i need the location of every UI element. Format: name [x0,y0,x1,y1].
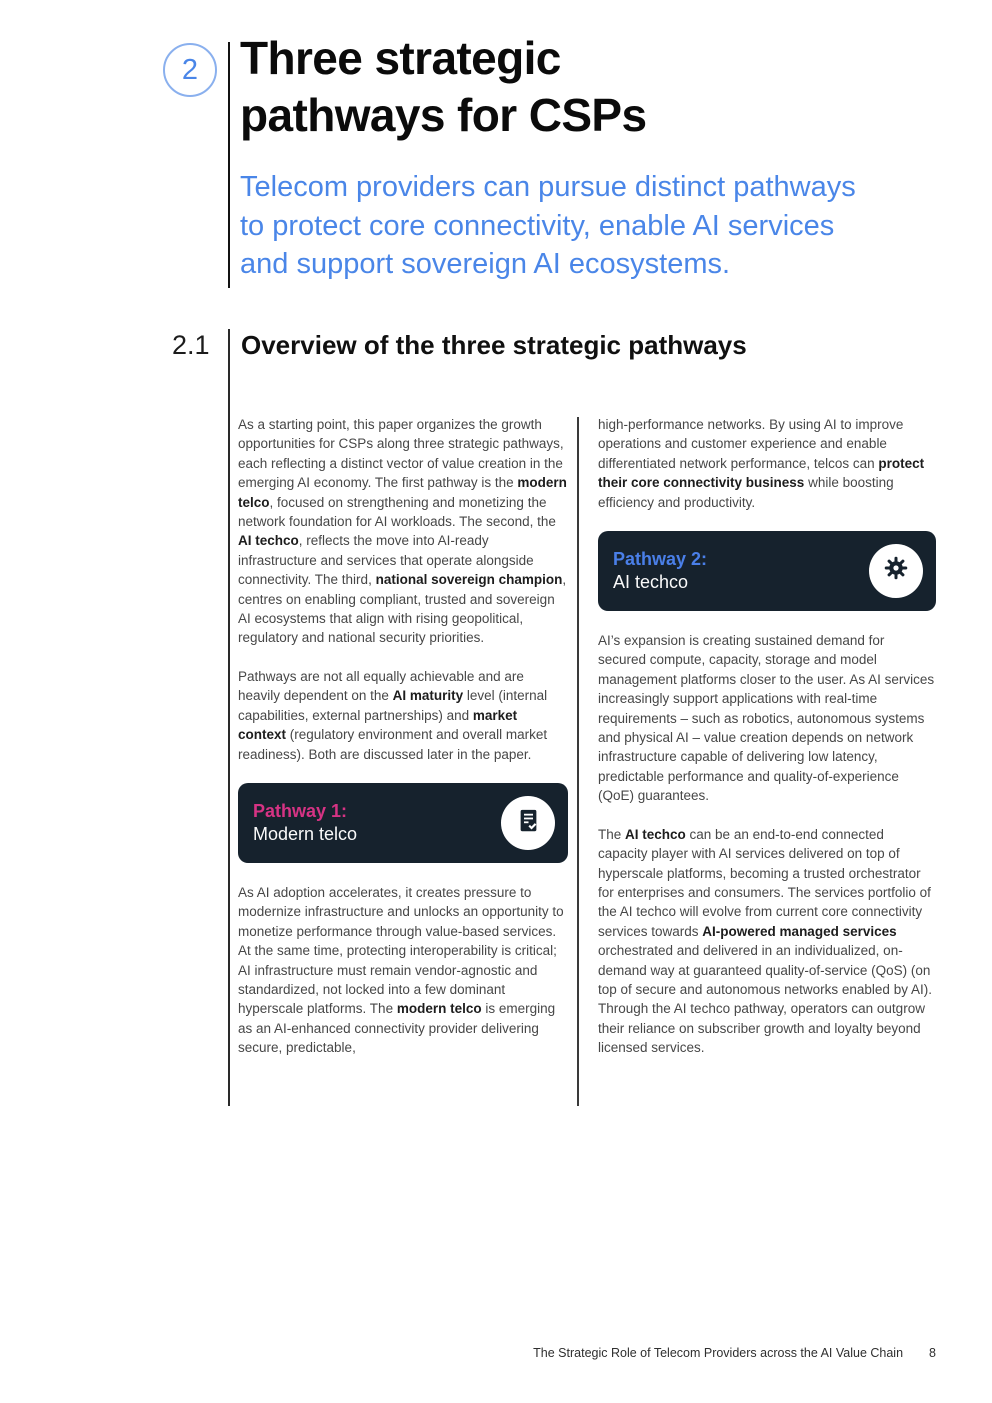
pathway-1-icon-circle [501,796,555,850]
right-paragraph-2: AI’s expansion is creating sustained demand for secured compute, capacity, storage and model management platforms closer to the user. As AI services increasingly support applications with real-time requirements – such as robotics, autonomous systems and physical AI – value creation depends on network infrastructure capable of delivering low latency, predictable performance and quality-of-experience (QoE) guarantees. [598,633,935,804]
document-check-icon [515,807,542,839]
pathway-2-label: Pathway 2: [613,549,708,570]
title-divider-rule [228,42,230,288]
left-paragraph-2: Pathways are not all equally achievable and are heavily dependent on the AI maturity level (internal capabilities, external partnerships) and market context (regulatory environment and overall market readiness). Both are discussed later in the paper. [238,668,548,762]
left-paragraph-1: As a starting point, this paper organizes the growth opportunities for CSPs along three strategic pathways, each reflecting a distinct vector of value creation in the emerging AI economy. The first pathway is the modern telco, focused on strengthening and monetizing the network foundation for AI workloads. The second, the AI techco, reflects the move into AI-ready infrastructure and services that operate alongside connectivity. The third, national sovereign champion, centres on enabling compliant, trusted and sovereign AI ecosystems that align with rising geopolitical, regulatory and national security priorities. [238,417,567,646]
chapter-title [240,30,646,144]
column-divider-rule [577,417,579,1106]
left-column [238,415,568,1077]
right-column [598,415,936,1077]
chapter-number: 2 [181,53,199,86]
pathway-1-label: Pathway 1: [253,800,348,821]
pathway-1-card [238,783,568,863]
footer-document-title: The Strategic Role of Telecom Providers across the AI Value Chain [533,1346,904,1360]
section-heading: Overview of the three strategic pathways [241,330,747,360]
section-number: 2.1 [172,330,210,360]
chapter-number-badge [163,43,217,97]
footer-page-number: 8 [929,1346,936,1360]
chapter-subtitle [240,168,856,284]
subtitle-line-3: and support sovereign AI ecosystems. [240,248,731,280]
right-paragraph-1: high-performance networks. By using AI to improve operations and customer experience and enable differentiated network performance, telcos can protect their core connectivity business while boosting efficiency and productivity. [598,417,925,510]
chapter-title-line-1: Three strategic [240,32,561,84]
section-divider-rule [228,329,230,1106]
page-footer [533,1346,936,1360]
subtitle-line-1: Telecom providers can pursue distinct pathways [240,171,856,203]
pathway-2-card [598,531,936,611]
left-paragraph-3: As AI adoption accelerates, it creates pressure to modernize infrastructure and unlocks an opportunity to monetize performance through value-based services. At the same time, protecting interoperability is critical; AI infrastructure must remain vendor-agnostic and standardized, not locked into a few dominant hyperscale platforms. The modern telco is emerging as an AI-enhanced connectivity provider delivering secure, predictable, [238,884,564,1056]
subtitle-line-2: to protect core connectivity, enable AI services [240,209,835,242]
right-paragraph-3: The AI techco can be an end-to-end connected capacity player with AI services delivered on top of hyperscale platforms, becoming a trusted orchestrator for enterprises and consumers. The services portfolio of the AI techco will evolve from current core connectivity services towards AI-powered managed services orchestrated and delivered in an individualized, on-demand way at guaranteed quality-of-service (QoS) (on top of secure and autonomous networks enabled by AI). Through the AI techco pathway, operators can outgrow their reliance on subscriber growth and loyalty beyond licensed services. [598,826,932,1056]
gear-icon [881,553,911,588]
pathway-2-icon-circle [869,544,923,598]
chapter-title-line-2: pathways for CSPs [240,89,647,141]
pathway-2-title: AI techco [613,572,689,593]
pathway-1-title: Modern telco [253,823,358,844]
